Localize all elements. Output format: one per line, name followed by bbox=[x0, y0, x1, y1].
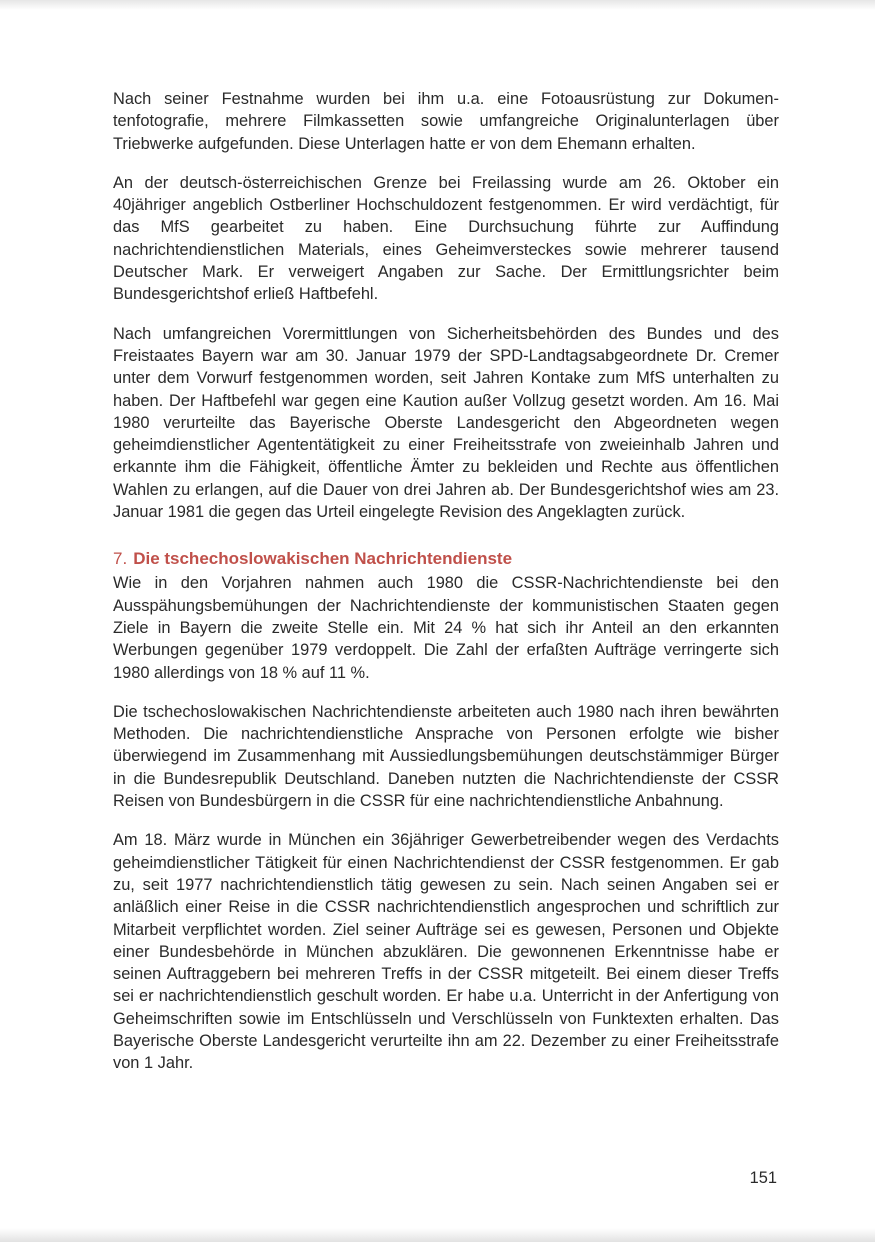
paragraph-cssr-methods: Die tschechoslowakischen Nachrichtendienste arbeiteten auch 1980 nach ihren bewährten Methoden. Die nachrichtendienstliche Ansprache von Personen erfolgte wie bisher überwiegend im Zusammenhang mit Aussiedlungsbemühungen deutschstämmiger Bürger in die Bundesrepublik Deutschland. Daneben nutzten die Nachrichtendienste der CSSR Reisen von Bundesbürgern in die CSSR für eine nachrichtendienstliche Anbahnung. bbox=[113, 702, 779, 811]
page-body bbox=[113, 88, 779, 1092]
paragraph-cremer-case: Nach umfangreichen Vorermittlungen von Sicherheitsbehörden des Bundes und des Freistaates Bayern war am 30. Januar 1979 der SPD-Landtagsabgeordnete Dr. Cremer unter dem Vorwurf festgenommen worden, seit Jahren Kontake zum MfS unterhalten zu haben. Der Haftbefehl war gegen eine Kaution außer Vollzug gesetzt worden. Am 16. Mai 1980 verurteilte das Bayerische Oberste Landesgericht den Abgeordneten wegen geheimdienstlicher Agententätigkeit zu einer Freiheitsstrafe von zweieinhalb Jahren und erkannte ihm die Fähigkeit, öffentliche Ämter zu bekleiden und Rechte aus öffentlichen Wahlen zu erlangen, auf die Dauer von drei Jahren ab. Der Bundesgerichtshof wies am 23. Januar 1981 die gegen das Urteil eingelegte Revision des Angeklagten zurück. bbox=[113, 324, 779, 522]
section-title: Die tschechoslowakischen Nachrichtendienste bbox=[133, 549, 513, 569]
section-number: 7. bbox=[113, 549, 128, 569]
page-bottom-edge bbox=[0, 1228, 875, 1242]
paragraph-cssr-share: Wie in den Vorjahren nahmen auch 1980 die CSSR-Nachrichtendienste bei den Ausspähungsbemühungen der Nachrichtendienste der kommunistischen Staaten gegen Ziele in Bayern die zweite Stelle ein. Mit 24 % hat sich ihr Anteil an den erkannten Werbungen gegenüber 1979 verdoppelt. Die Zahl der erfaßten Aufträge verringerte sich 1980 allerdings von 18 % auf 11 %. bbox=[113, 574, 779, 682]
paragraph-arrest-equipment: Nach seiner Festnahme wurden bei ihm u.a. eine Fotoausrüstung zur Dokumentenfotografie, mehrere Filmkassetten sowie umfangreiche Originalunterlagen über Triebwerke aufgefunden. Diese Unterlagen hatte er von dem Ehemann erhalten. bbox=[113, 90, 779, 153]
paragraph-munich-arrest: Am 18. März wurde in München ein 36jähriger Gewerbetreibender wegen des Verdachts geheimdienstlicher Tätigkeit für einen Nachrichtendienst der CSSR festgenommen. Er gab zu, seit 1977 nachrichtendienstlich tätig gewesen zu sein. Nach seinen Angaben sei er anläßlich einer Reise in die CSSR nachrichtendienstlich angesprochen und schriftlich zur Mitarbeit verpflichtet worden. Ziel seiner Aufträge sei es gewesen, Personen und Objekte einer Bundesbehörde in München abzuklären. Die gewonnenen Erkenntnisse habe er seinen Auftraggebern bei mehreren Treffs in der CSSR mitgeteilt. Bei einem dieser Treffs sei er nachrichtendienstlich geschult worden. Er habe u.a. Unterricht in der Anfertigung von Geheimschriften sowie im Entschlüsseln und Verschlüsseln von Funktexten erhalten. Das Bayerische Oberste Landesgericht verurteilte ihn am 22. Dezember zu einer Freiheitsstrafe von 1 Jahr. bbox=[113, 831, 779, 1073]
page-top-edge bbox=[0, 0, 875, 10]
section-heading bbox=[113, 547, 779, 570]
paragraph-freilassing-arrest: An der deutsch-österreichischen Grenze bei Freilassing wurde am 26. Oktober ein 40jähriger angeblich Ostberliner Hochschuldozent festgenommen. Er wird verdächtigt, für das MfS gearbeitet zu haben. Eine Durchsuchung führte zur Auffindung nachrichtendienstlichen Materials, eines Geheimversteckes sowie mehrerer tausend Deutscher Mark. Er verweigert Angaben zur Sache. Der Ermittlungsrichter beim Bundesgerichtshof erließ Haftbefehl. bbox=[113, 173, 779, 304]
page-number: 151 bbox=[749, 1169, 777, 1187]
